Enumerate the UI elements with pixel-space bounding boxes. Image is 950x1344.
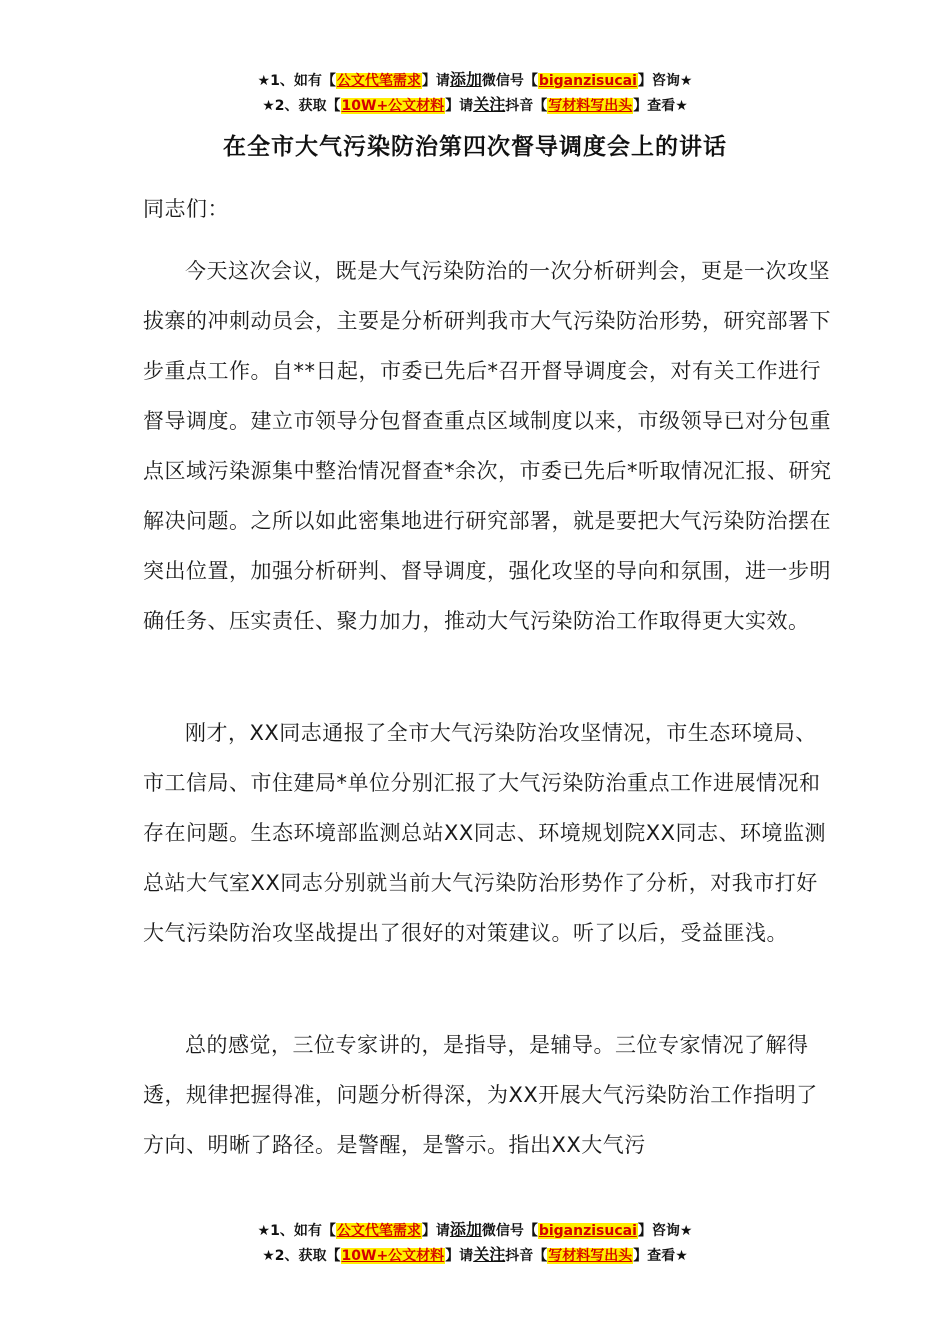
body-paragraph-2 bbox=[143, 708, 833, 958]
promo-text: 微信号【 bbox=[481, 1223, 538, 1239]
body-paragraph-3 bbox=[143, 1020, 833, 1170]
promo-text: 】请 bbox=[421, 1223, 450, 1239]
document-title: 在全市大气污染防治第四次督导调度会上的讲话 bbox=[223, 134, 727, 160]
promo-emphasis: 添加 bbox=[449, 1220, 482, 1239]
promo-text: 】查看★ bbox=[633, 1248, 688, 1264]
paragraph-text: 刚才，XX同志通报了全市大气污染防治攻坚情况，市生态环境局、市工信局、市住建局*单位分别汇报了大气污染防治重点工作进展情况和存在问题。生态环境部监测总站XX同志、环境规划院XX同志、环境监测总站大气室XX同志分别就当前大气污染防治形势作了分析，对我市打好大气污染防治攻坚战提出了很好的对策建议。听了以后，受益匪浅。 bbox=[143, 721, 827, 945]
promo-text: 抖音【 bbox=[505, 1248, 548, 1264]
promo-text: ★1、如有【 bbox=[257, 1223, 336, 1239]
footer-promo-banner bbox=[0, 1218, 950, 1268]
promo-highlight: 10W+公文材料 bbox=[341, 1248, 445, 1264]
promo-wechat-id: biganzisucai bbox=[538, 1223, 637, 1239]
promo-emphasis: 关注 bbox=[473, 95, 506, 114]
promo-text: 】咨询★ bbox=[637, 1223, 693, 1239]
salutation: 同志们： bbox=[143, 197, 229, 221]
promo-emphasis: 关注 bbox=[473, 1245, 506, 1264]
paragraph-text: 今天这次会议，既是大气污染防治的一次分析研判会，更是一次攻坚拔寨的冲刺动员会，主要是分析研判我市大气污染防治形势，研究部署下步重点工作。自**日起，市委已先后*召开督导调度会，对有关工作进行督导调度。建立市领导分包督查重点区域制度以来，市级领导已对分包重点区域污染源集中整治情况督查*余次，市委已先后*听取情况汇报、研究解决问题。之所以如此密集地进行研究部署，就是要把大气污染防治摆在突出位置，加强分析研判、督导调度，强化攻坚的导向和氛围，进一步明确任务、压实责任、聚力加力，推动大气污染防治工作取得更大实效。 bbox=[143, 259, 832, 633]
promo-line-2 bbox=[0, 1243, 950, 1268]
promo-wechat-id: biganzisucai bbox=[538, 73, 637, 89]
promo-text: 】请 bbox=[421, 73, 450, 89]
promo-text: 抖音【 bbox=[505, 98, 548, 114]
paragraph-text: 总的感觉，三位专家讲的，是指导，是辅导。三位专家情况了解得透，规律把握得准，问题分析得深，为XX开展大气污染防治工作指明了方向、明晰了路径。是警醒，是警示。指出XX大气污 bbox=[143, 1033, 818, 1157]
promo-emphasis: 添加 bbox=[449, 70, 482, 89]
promo-text: 微信号【 bbox=[481, 73, 538, 89]
promo-text: 】请 bbox=[445, 1248, 474, 1264]
promo-text: 】咨询★ bbox=[637, 73, 693, 89]
promo-line-2 bbox=[0, 93, 950, 118]
promo-douyin-id: 写材料写出头 bbox=[548, 1248, 633, 1264]
body-paragraph-1 bbox=[143, 246, 833, 646]
promo-highlight: 公文代笔需求 bbox=[336, 73, 421, 89]
header-promo-banner bbox=[0, 68, 950, 118]
promo-text: ★2、获取【 bbox=[262, 98, 341, 114]
promo-text: ★1、如有【 bbox=[257, 73, 336, 89]
promo-highlight: 公文代笔需求 bbox=[336, 1223, 421, 1239]
promo-text: 】查看★ bbox=[633, 98, 688, 114]
promo-douyin-id: 写材料写出头 bbox=[548, 98, 633, 114]
promo-line-1 bbox=[0, 68, 950, 93]
promo-text: 】请 bbox=[445, 98, 474, 114]
promo-text: ★2、获取【 bbox=[262, 1248, 341, 1264]
promo-line-1 bbox=[0, 1218, 950, 1243]
promo-highlight: 10W+公文材料 bbox=[341, 98, 445, 114]
